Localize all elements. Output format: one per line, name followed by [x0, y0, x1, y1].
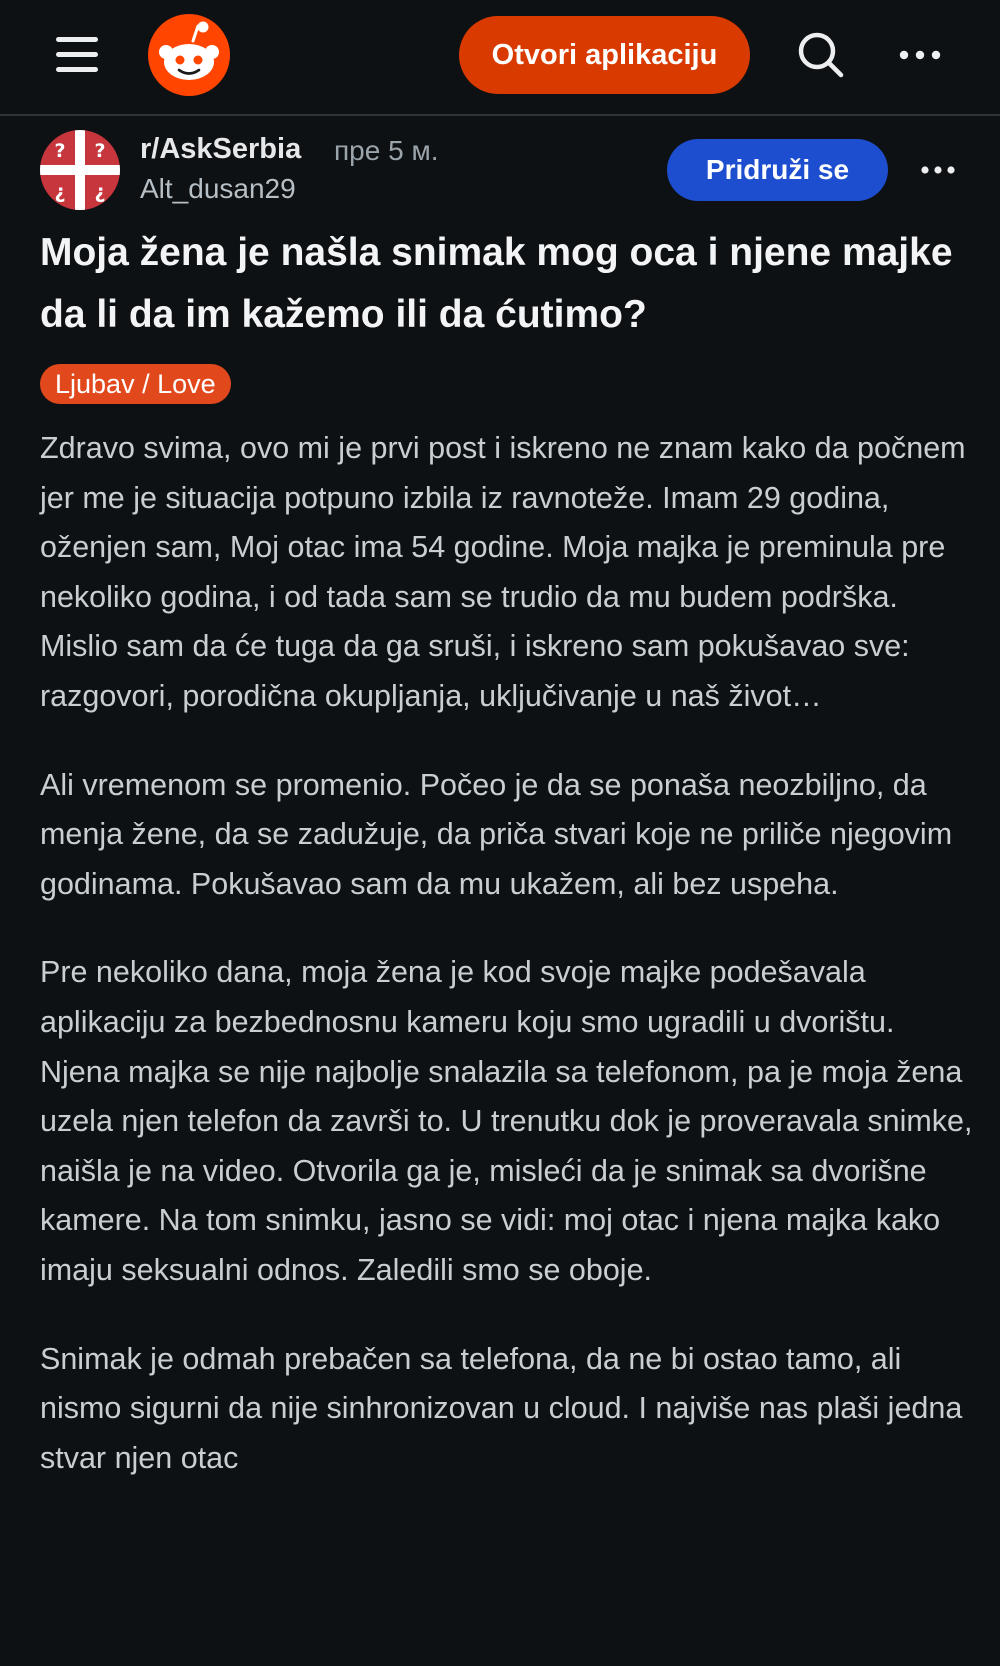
post-author[interactable]: Alt_dusan29 [140, 173, 296, 204]
hamburger-menu-icon[interactable] [56, 35, 100, 75]
search-icon[interactable] [796, 30, 846, 80]
post-flair[interactable]: Ljubav / Love [40, 364, 231, 404]
svg-text:?: ? [94, 140, 106, 162]
subreddit-avatar[interactable] [40, 130, 120, 210]
join-button[interactable]: Pridruži se [667, 139, 888, 201]
post-body [40, 424, 980, 1522]
svg-text:¿: ¿ [54, 181, 66, 203]
post-paragraph-4: Snimak je odmah prebačen sa telefona, da ne bi ostao tamo, ali nismo sigurni da nije sinhronizovan u cloud. I najviše nas plaši jedna stvar njen otac [40, 1341, 963, 1475]
post-paragraph-1: Zdravo svima, ovo mi je prvi post i iskreno ne znam kako da počnem jer me je situacija potpuno izbila iz ravnoteže. Imam 29 godina, oženjen sam, Moj otac ima 54 godine. Moja majka je preminula pre nekoliko godina, i od tada sam se trudio da mu budem podrška. Mislio sam da će tuga da ga sruši, i iskreno sam pokušavao sve: razgovori, porodična okupljanja, uključivanje u naš život… [40, 431, 966, 713]
top-bar [0, 0, 1000, 116]
post-timestamp: пре 5 м. [334, 135, 439, 166]
post-more-options-icon[interactable] [920, 160, 956, 180]
more-options-icon[interactable] [898, 40, 942, 70]
svg-text:¿: ¿ [94, 181, 106, 203]
open-app-button[interactable]: Otvori aplikaciju [459, 16, 750, 94]
post-paragraph-3: Pre nekoliko dana, moja žena je kod svoje majke podešavala aplikaciju za bezbednosnu kameru koju smo ugradili u dvorištu. Njena majka se nije najbolje snalazila sa telefonom, pa je moja žena uzela njen telefon da završi to. U trenutku dok je proveravala snimke, naišla je na video. Otvorila ga je, misleći da je snimak sa dvorišne kamere. Na tom snimku, jasno se vidi: moj otac i njena majka kako imaju seksualni odnos. Zaledili smo se oboje. [40, 955, 973, 1287]
subreddit-name[interactable]: r/AskSerbia [140, 133, 302, 165]
post-title[interactable]: Moja žena je našla snimak mog oca i njene majke da li da im kažemo ili da ćutimo? [40, 231, 953, 336]
reddit-logo-icon[interactable] [148, 14, 230, 96]
svg-text:?: ? [54, 140, 66, 162]
post-paragraph-2: Ali vremenom se promenio. Počeo je da se ponaša neozbiljno, da menja žene, da se zadužuje, da priča stvari koje ne priliče njegovim godinama. Pokušavao sam da mu ukažem, ali bez uspeha. [40, 767, 953, 901]
